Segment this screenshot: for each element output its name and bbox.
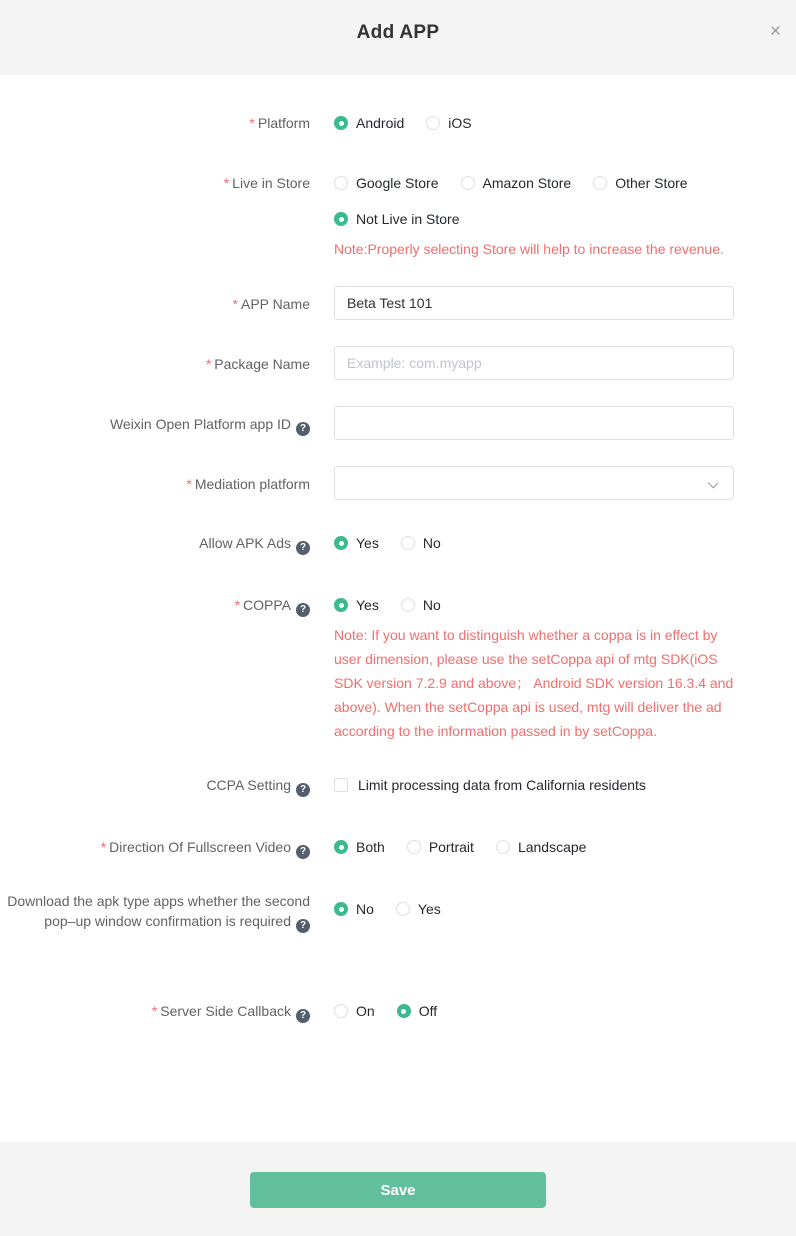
field-mediation-platform [0,466,796,500]
direction-option-landscape[interactable] [496,837,587,857]
live-in-store-label: * Live in Store [223,175,310,191]
coppa-label: * COPPA ? [0,595,310,617]
radio-unselected-icon[interactable] [334,1004,348,1018]
dialog-title: Add APP [356,22,440,43]
ccpa-setting-label: CCPA Setting ? [0,775,310,797]
platform-option-ios[interactable] [426,113,471,133]
radio-label[interactable]: Not Live in Store [356,211,460,227]
field-live-in-store [0,173,796,261]
weixin-app-id-input[interactable] [334,406,734,440]
apk-second-popup-label: Download the apk type apps whether the second pop–up window confirmation is required ? [7,893,310,931]
radio-label[interactable]: Android [356,115,405,131]
field-weixin-app-id [0,406,796,440]
radio-selected-icon[interactable] [397,1004,411,1018]
radio-selected-icon[interactable] [334,598,348,612]
radio-label[interactable]: Landscape [517,839,587,855]
mediation-platform-select[interactable] [334,466,734,500]
field-apk-second-popup [0,891,796,933]
field-coppa [0,595,796,743]
required-marker: * [249,115,255,131]
radio-unselected-icon[interactable] [401,536,415,550]
coppa-radio-group [334,595,734,615]
help-icon[interactable]: ? [296,603,310,617]
radio-selected-icon[interactable] [334,212,348,226]
allow-apk-ads-label: Allow APK Ads ? [0,533,310,555]
radio-label[interactable]: No [356,901,374,917]
help-icon[interactable]: ? [296,1009,310,1023]
required-marker: * [205,356,212,372]
chevron-down-icon [708,478,719,489]
ccpa-checkbox-option[interactable] [334,775,734,795]
radio-unselected-icon[interactable] [426,116,440,130]
live-in-store-radio-group [334,173,734,193]
radio-label[interactable]: Portrait [428,839,474,855]
store-option-google[interactable] [334,173,439,193]
required-marker: * [151,1003,158,1019]
required-marker: * [234,597,241,613]
radio-unselected-icon[interactable] [461,176,475,190]
radio-unselected-icon[interactable] [496,840,510,854]
mediation-platform-label: * Mediation platform [186,476,310,492]
radio-unselected-icon[interactable] [396,902,410,916]
coppa-option-yes[interactable] [334,595,379,615]
direction-option-both[interactable] [334,837,385,857]
app-name-input[interactable] [334,286,734,320]
platform-label: * Platform [249,115,310,131]
field-app-name [0,286,796,320]
radio-label[interactable]: iOS [448,115,472,131]
radio-label[interactable]: Other Store [615,175,688,191]
apk-popup-option-no[interactable] [334,899,374,919]
store-option-other[interactable] [593,173,687,193]
radio-label[interactable]: No [422,535,441,551]
help-icon[interactable]: ? [296,919,310,933]
package-name-label: * Package Name [205,356,310,372]
radio-label[interactable]: Yes [356,597,379,613]
radio-label[interactable]: No [422,597,441,613]
close-icon[interactable]: × [769,21,781,42]
direction-radio-group [334,837,734,857]
package-name-input[interactable] [334,346,734,380]
server-callback-option-off[interactable] [397,1001,437,1021]
radio-label[interactable]: On [356,1003,375,1019]
store-option-not-live[interactable] [334,209,460,229]
checkbox-label[interactable]: Limit processing data from California residents [358,777,646,793]
field-direction-fullscreen-video [0,837,796,859]
radio-label[interactable]: Both [356,839,385,855]
radio-label[interactable]: Amazon Store [482,175,572,191]
radio-selected-icon[interactable] [334,840,348,854]
allow-apk-ads-option-no[interactable] [401,533,441,553]
allow-apk-ads-option-yes[interactable] [334,533,379,553]
live-in-store-radio-group-line2 [334,209,734,229]
radio-unselected-icon[interactable] [593,176,607,190]
field-allow-apk-ads [0,533,796,555]
coppa-note: Note: If you want to distinguish whether a coppa is in effect by user dimension, please use the setCoppa api of mtg SDK(iOS SDK version 7.2.9 and above； Android SDK version 16.3.4 and above). When the setCoppa api is used, mtg will deliver the ad according to the information passed in by setCoppa. [334,627,734,739]
dialog-footer [0,1142,796,1236]
coppa-option-no[interactable] [401,595,441,615]
store-option-amazon[interactable] [461,173,572,193]
apk-popup-option-yes[interactable] [396,899,441,919]
radio-label[interactable]: Google Store [356,175,439,191]
weixin-app-id-label: Weixin Open Platform app ID ? [0,406,310,436]
checkbox-unchecked-icon[interactable] [334,778,348,792]
dialog-header [0,0,796,75]
radio-unselected-icon[interactable] [401,598,415,612]
field-server-side-callback [0,1001,796,1023]
required-marker: * [100,839,107,855]
field-platform [0,113,796,133]
direction-label: * Direction Of Fullscreen Video ? [0,837,310,859]
platform-option-android[interactable] [334,113,404,133]
radio-selected-icon[interactable] [334,116,348,130]
add-app-form [0,75,796,1023]
radio-selected-icon[interactable] [334,536,348,550]
help-icon[interactable]: ? [296,541,310,555]
help-icon[interactable]: ? [296,422,310,436]
store-note: Note:Properly selecting Store will help to increase the revenue. [334,241,724,257]
save-button[interactable]: Save [250,1172,546,1208]
required-marker: * [223,175,230,191]
radio-label[interactable]: Yes [417,901,441,917]
field-package-name [0,346,796,380]
radio-selected-icon[interactable] [334,902,348,916]
apk-second-popup-radio-group [334,899,734,919]
allow-apk-ads-radio-group [334,533,734,553]
required-marker: * [186,476,192,492]
radio-label[interactable]: Off [418,1003,438,1019]
server-callback-radio-group [334,1001,734,1021]
radio-label[interactable]: Yes [356,535,379,551]
direction-option-portrait[interactable] [407,837,474,857]
help-icon[interactable]: ? [296,845,310,859]
server-side-callback-label: * Server Side Callback ? [0,1001,310,1023]
radio-unselected-icon[interactable] [407,840,421,854]
server-callback-option-on[interactable] [334,1001,375,1021]
help-icon[interactable]: ? [296,783,310,797]
platform-radio-group [334,113,734,133]
field-ccpa-setting [0,775,796,797]
app-name-label: * APP Name [232,296,310,312]
radio-unselected-icon[interactable] [334,176,348,190]
required-marker: * [232,296,238,312]
